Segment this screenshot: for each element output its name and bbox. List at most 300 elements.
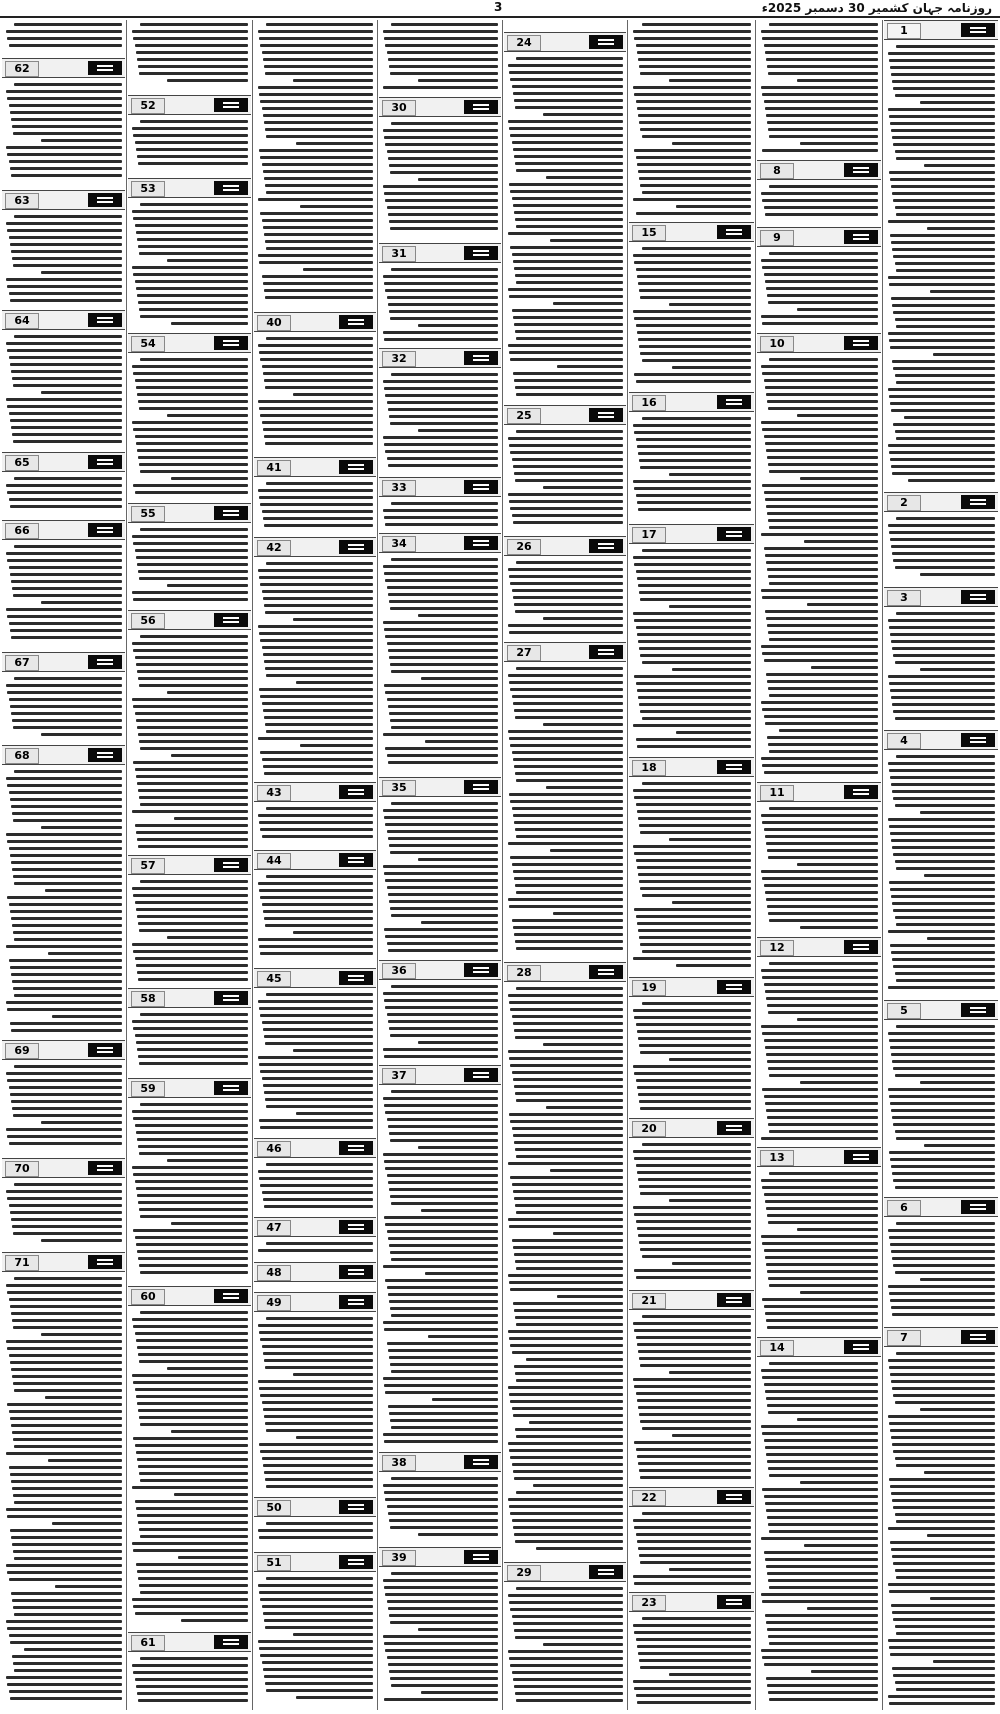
item-number: 57 <box>131 858 165 874</box>
news-item-header <box>254 457 376 477</box>
item-number: 13 <box>760 1150 794 1166</box>
news-label-icon <box>717 1490 751 1504</box>
article-text <box>887 45 995 489</box>
news-label-icon <box>464 780 498 794</box>
news-label-icon <box>589 645 623 659</box>
news-item-header <box>379 1547 501 1567</box>
news-label-icon <box>464 1550 498 1564</box>
item-number: 49 <box>257 1295 291 1311</box>
item-number: 46 <box>257 1141 291 1157</box>
column-rule <box>627 20 628 1710</box>
item-number: 19 <box>632 980 666 996</box>
news-label-icon <box>339 1141 373 1155</box>
news-item-header <box>884 1327 998 1347</box>
article-text <box>507 57 623 402</box>
news-label-icon <box>961 1200 995 1214</box>
news-label-icon <box>961 1330 995 1344</box>
item-number: 36 <box>382 963 416 979</box>
item-number: 55 <box>131 506 165 522</box>
news-item-header <box>254 1217 376 1237</box>
news-item-header <box>379 960 501 980</box>
news-label-icon <box>88 523 122 537</box>
news-item-header <box>757 1337 881 1357</box>
news-label-icon <box>464 963 498 977</box>
news-label-icon <box>961 1003 995 1017</box>
article-text <box>632 247 751 389</box>
item-number: 41 <box>257 460 291 476</box>
news-label-icon <box>339 1265 373 1279</box>
news-item-header <box>128 855 251 875</box>
item-number: 23 <box>632 1595 666 1611</box>
news-column <box>379 20 501 1710</box>
article-text <box>382 985 498 1062</box>
news-label-icon <box>339 1220 373 1234</box>
item-number: 1 <box>887 23 921 39</box>
article-text <box>257 807 373 847</box>
news-label-icon <box>214 858 248 872</box>
newspaper-title: روزنامہ جہان کشمیر 30 دسمبر 2025ء <box>761 1 992 15</box>
article-text <box>507 667 623 959</box>
item-number: 28 <box>507 965 541 981</box>
item-number: 71 <box>5 1255 39 1271</box>
item-number: 7 <box>887 1330 921 1346</box>
news-label-icon <box>717 395 751 409</box>
news-label-icon <box>844 1340 878 1354</box>
item-number: 15 <box>632 225 666 241</box>
item-number: 69 <box>5 1043 39 1059</box>
item-number: 51 <box>257 1555 291 1571</box>
item-number: 30 <box>382 100 416 116</box>
news-label-icon <box>844 1150 878 1164</box>
news-item-header <box>884 20 998 40</box>
item-number: 50 <box>257 1500 291 1516</box>
news-label-icon <box>464 480 498 494</box>
news-label-icon <box>339 971 373 985</box>
article-text <box>5 335 122 449</box>
article-text <box>382 502 498 530</box>
news-item-header <box>254 850 376 870</box>
news-item-header <box>629 392 754 412</box>
news-label-icon <box>339 540 373 554</box>
news-item-header <box>128 333 251 353</box>
article-text <box>382 802 498 957</box>
page-number: 3 <box>494 0 503 14</box>
news-item-header <box>884 587 998 607</box>
news-label-icon <box>88 1161 122 1175</box>
article-text <box>131 1013 248 1075</box>
article-text <box>507 23 623 29</box>
item-number: 54 <box>131 336 165 352</box>
item-number: 26 <box>507 539 541 555</box>
news-label-icon <box>88 655 122 669</box>
article-text <box>632 1617 751 1709</box>
news-item-header <box>757 227 881 247</box>
item-number: 22 <box>632 1490 666 1506</box>
news-item-header <box>629 1487 754 1507</box>
article-text <box>507 561 623 639</box>
news-item-header <box>757 160 881 180</box>
item-number: 3 <box>887 590 921 606</box>
news-item-header <box>379 243 501 263</box>
news-item-header <box>128 610 251 630</box>
article-text <box>760 252 878 330</box>
article-text <box>131 203 248 330</box>
news-item-header <box>504 536 626 556</box>
article-text <box>632 549 751 754</box>
news-label-icon <box>214 181 248 195</box>
news-label-icon <box>88 1043 122 1057</box>
item-number: 65 <box>5 455 39 471</box>
item-number: 20 <box>632 1121 666 1137</box>
news-item-header <box>128 95 251 115</box>
news-label-icon <box>339 460 373 474</box>
news-item-header <box>379 97 501 117</box>
article-text <box>5 477 122 517</box>
news-label-icon <box>214 98 248 112</box>
item-number: 4 <box>887 733 921 749</box>
news-label-icon <box>961 733 995 747</box>
news-label-icon <box>717 527 751 541</box>
column-rule <box>377 20 378 1710</box>
item-number: 18 <box>632 760 666 776</box>
item-number: 48 <box>257 1265 291 1281</box>
item-number: 67 <box>5 655 39 671</box>
news-item-header <box>254 1262 376 1282</box>
item-number: 37 <box>382 1068 416 1084</box>
news-item-header <box>757 1147 881 1167</box>
article-text <box>760 962 878 1144</box>
item-number: 53 <box>131 181 165 197</box>
article-text <box>887 517 995 584</box>
column-rule <box>126 20 127 1710</box>
item-number: 62 <box>5 61 39 77</box>
article-text <box>5 545 122 649</box>
news-label-icon <box>214 336 248 350</box>
news-label-icon <box>589 408 623 422</box>
news-label-icon <box>339 785 373 799</box>
item-number: 42 <box>257 540 291 556</box>
item-number: 16 <box>632 395 666 411</box>
item-number: 24 <box>507 35 541 51</box>
article-text <box>760 1362 878 1709</box>
news-item-header <box>629 977 754 997</box>
item-number: 29 <box>507 1565 541 1581</box>
article-text <box>257 1317 373 1494</box>
article-text <box>5 1065 122 1155</box>
news-item-header <box>2 1252 125 1272</box>
news-item-header <box>884 730 998 750</box>
news-label-icon <box>844 785 878 799</box>
item-number: 6 <box>887 1200 921 1216</box>
news-label-icon <box>88 455 122 469</box>
news-label-icon <box>339 315 373 329</box>
article-text <box>131 1657 248 1709</box>
article-text <box>257 562 373 779</box>
news-item-header <box>379 1065 501 1085</box>
article-text <box>131 358 248 500</box>
article-text <box>382 1572 498 1709</box>
news-label-icon <box>339 1295 373 1309</box>
item-number: 58 <box>131 991 165 1007</box>
news-label-icon <box>717 225 751 239</box>
news-label-icon <box>961 495 995 509</box>
article-text <box>257 1242 373 1259</box>
news-label-icon <box>88 61 122 75</box>
news-label-icon <box>844 230 878 244</box>
news-item-header <box>2 190 125 210</box>
item-number: 63 <box>5 193 39 209</box>
article-text <box>632 782 751 974</box>
item-number: 44 <box>257 853 291 869</box>
news-item-header <box>757 333 881 353</box>
news-label-icon <box>589 1565 623 1579</box>
article-text <box>382 1477 498 1544</box>
article-text <box>257 875 373 965</box>
article-text <box>131 635 248 852</box>
news-column <box>884 20 998 1710</box>
news-item-header <box>2 310 125 330</box>
news-item-header <box>504 32 626 52</box>
news-column <box>254 20 376 1710</box>
column-rule <box>882 20 883 1710</box>
news-label-icon <box>339 1555 373 1569</box>
article-text <box>5 1277 122 1709</box>
news-label-icon <box>717 980 751 994</box>
item-number: 12 <box>760 940 794 956</box>
item-number: 17 <box>632 527 666 543</box>
item-number: 66 <box>5 523 39 539</box>
article-text <box>382 122 498 240</box>
article-text <box>760 1172 878 1334</box>
news-label-icon <box>464 246 498 260</box>
news-label-icon <box>717 1293 751 1307</box>
news-label-icon <box>589 539 623 553</box>
article-text <box>632 1512 751 1589</box>
news-item-header <box>379 348 501 368</box>
news-item-header <box>254 1497 376 1517</box>
item-number: 39 <box>382 1550 416 1566</box>
news-column <box>629 20 754 1710</box>
item-number: 64 <box>5 313 39 329</box>
article-text <box>887 1352 995 1709</box>
news-label-icon <box>717 1121 751 1135</box>
news-label-icon <box>214 613 248 627</box>
news-label-icon <box>717 1595 751 1609</box>
news-label-icon <box>339 853 373 867</box>
article-text <box>5 83 122 187</box>
masthead <box>0 0 1000 18</box>
item-number: 61 <box>131 1635 165 1651</box>
news-column <box>757 20 881 1710</box>
news-item-header <box>128 178 251 198</box>
article-text <box>632 23 751 219</box>
article-text <box>131 1103 248 1283</box>
news-label-icon <box>214 1081 248 1095</box>
item-number: 38 <box>382 1455 416 1471</box>
article-text <box>5 1183 122 1249</box>
news-label-icon <box>464 100 498 114</box>
article-text <box>382 268 498 345</box>
news-label-icon <box>464 536 498 550</box>
item-number: 35 <box>382 780 416 796</box>
article-text <box>257 482 373 534</box>
column-rule <box>755 20 756 1710</box>
item-number: 10 <box>760 336 794 352</box>
news-item-header <box>504 1562 626 1582</box>
news-label-icon <box>961 23 995 37</box>
news-item-header <box>629 524 754 544</box>
news-label-icon <box>844 163 878 177</box>
news-label-icon <box>464 351 498 365</box>
article-text <box>507 1587 623 1709</box>
news-column <box>128 20 251 1710</box>
news-item-header <box>254 537 376 557</box>
news-label-icon <box>88 1255 122 1269</box>
news-label-icon <box>88 748 122 762</box>
news-label-icon <box>88 193 122 207</box>
article-text <box>632 1143 751 1287</box>
news-item-header <box>504 642 626 662</box>
item-number: 34 <box>382 536 416 552</box>
news-item-header <box>757 937 881 957</box>
news-item-header <box>629 757 754 777</box>
item-number: 27 <box>507 645 541 661</box>
news-item-header <box>504 962 626 982</box>
news-item-header <box>2 1158 125 1178</box>
item-number: 68 <box>5 748 39 764</box>
item-number: 33 <box>382 480 416 496</box>
item-number: 32 <box>382 351 416 367</box>
article-text <box>257 1577 373 1709</box>
news-item-header <box>128 1632 251 1652</box>
article-text <box>760 23 878 157</box>
article-text <box>887 612 995 727</box>
news-label-icon <box>717 760 751 774</box>
article-text <box>632 1002 751 1115</box>
item-number: 59 <box>131 1081 165 1097</box>
article-text <box>131 120 248 175</box>
news-label-icon <box>464 1068 498 1082</box>
news-item-header <box>2 58 125 78</box>
news-item-header <box>254 1138 376 1158</box>
item-number: 8 <box>760 163 794 179</box>
item-number: 60 <box>131 1289 165 1305</box>
item-number: 21 <box>632 1293 666 1309</box>
article-text <box>257 1163 373 1214</box>
item-number: 40 <box>257 315 291 331</box>
item-number: 11 <box>760 785 794 801</box>
news-item-header <box>379 533 501 553</box>
item-number: 45 <box>257 971 291 987</box>
news-item-header <box>884 1197 998 1217</box>
article-text <box>760 807 878 934</box>
article-text <box>760 185 878 224</box>
news-item-header <box>254 968 376 988</box>
news-item-header <box>379 477 501 497</box>
article-text <box>760 358 878 779</box>
article-text <box>257 23 373 309</box>
news-item-header <box>629 1118 754 1138</box>
news-label-icon <box>214 991 248 1005</box>
article-text <box>5 23 122 55</box>
news-label-icon <box>464 1455 498 1469</box>
item-number: 5 <box>887 1003 921 1019</box>
article-text <box>257 337 373 454</box>
article-text <box>507 430 623 533</box>
news-item-header <box>379 777 501 797</box>
article-text <box>5 770 122 1037</box>
news-item-header <box>254 1552 376 1572</box>
news-label-icon <box>961 590 995 604</box>
news-label-icon <box>214 1289 248 1303</box>
article-text <box>257 993 373 1135</box>
news-item-header <box>2 520 125 540</box>
news-item-header <box>2 1040 125 1060</box>
article-text <box>507 987 623 1559</box>
news-column <box>2 20 125 1710</box>
news-item-header <box>254 312 376 332</box>
news-item-header <box>629 222 754 242</box>
article-text <box>5 215 122 307</box>
item-number: 52 <box>131 98 165 114</box>
news-item-header <box>884 492 998 512</box>
article-text <box>131 1311 248 1629</box>
news-label-icon <box>844 336 878 350</box>
article-text <box>382 1090 498 1449</box>
news-item-header <box>2 452 125 472</box>
news-label-icon <box>339 1500 373 1514</box>
article-text <box>382 23 498 94</box>
news-item-header <box>629 1592 754 1612</box>
item-number: 47 <box>257 1220 291 1236</box>
article-text <box>887 1222 995 1324</box>
news-item-header <box>128 988 251 1008</box>
news-label-icon <box>589 965 623 979</box>
news-item-header <box>254 782 376 802</box>
news-item-header <box>884 1000 998 1020</box>
news-label-icon <box>88 313 122 327</box>
item-number: 9 <box>760 230 794 246</box>
news-item-header <box>2 652 125 672</box>
article-text <box>887 755 995 997</box>
news-column <box>504 20 626 1710</box>
item-number: 70 <box>5 1161 39 1177</box>
article-text <box>5 677 122 742</box>
news-item-header <box>128 1078 251 1098</box>
article-text <box>131 528 248 607</box>
news-label-icon <box>214 1635 248 1649</box>
news-item-header <box>128 503 251 523</box>
article-text <box>131 880 248 985</box>
news-label-icon <box>589 35 623 49</box>
item-number: 25 <box>507 408 541 424</box>
news-item-header <box>379 1452 501 1472</box>
article-text <box>887 1025 995 1194</box>
news-label-icon <box>844 940 878 954</box>
news-item-header <box>757 782 881 802</box>
column-rule <box>252 20 253 1710</box>
article-text <box>382 558 498 774</box>
article-text <box>632 417 751 521</box>
article-text <box>131 23 248 92</box>
news-label-icon <box>214 506 248 520</box>
news-item-header <box>629 1290 754 1310</box>
item-number: 2 <box>887 495 921 511</box>
column-rule <box>502 20 503 1710</box>
item-number: 43 <box>257 785 291 801</box>
item-number: 14 <box>760 1340 794 1356</box>
article-text <box>382 373 498 474</box>
